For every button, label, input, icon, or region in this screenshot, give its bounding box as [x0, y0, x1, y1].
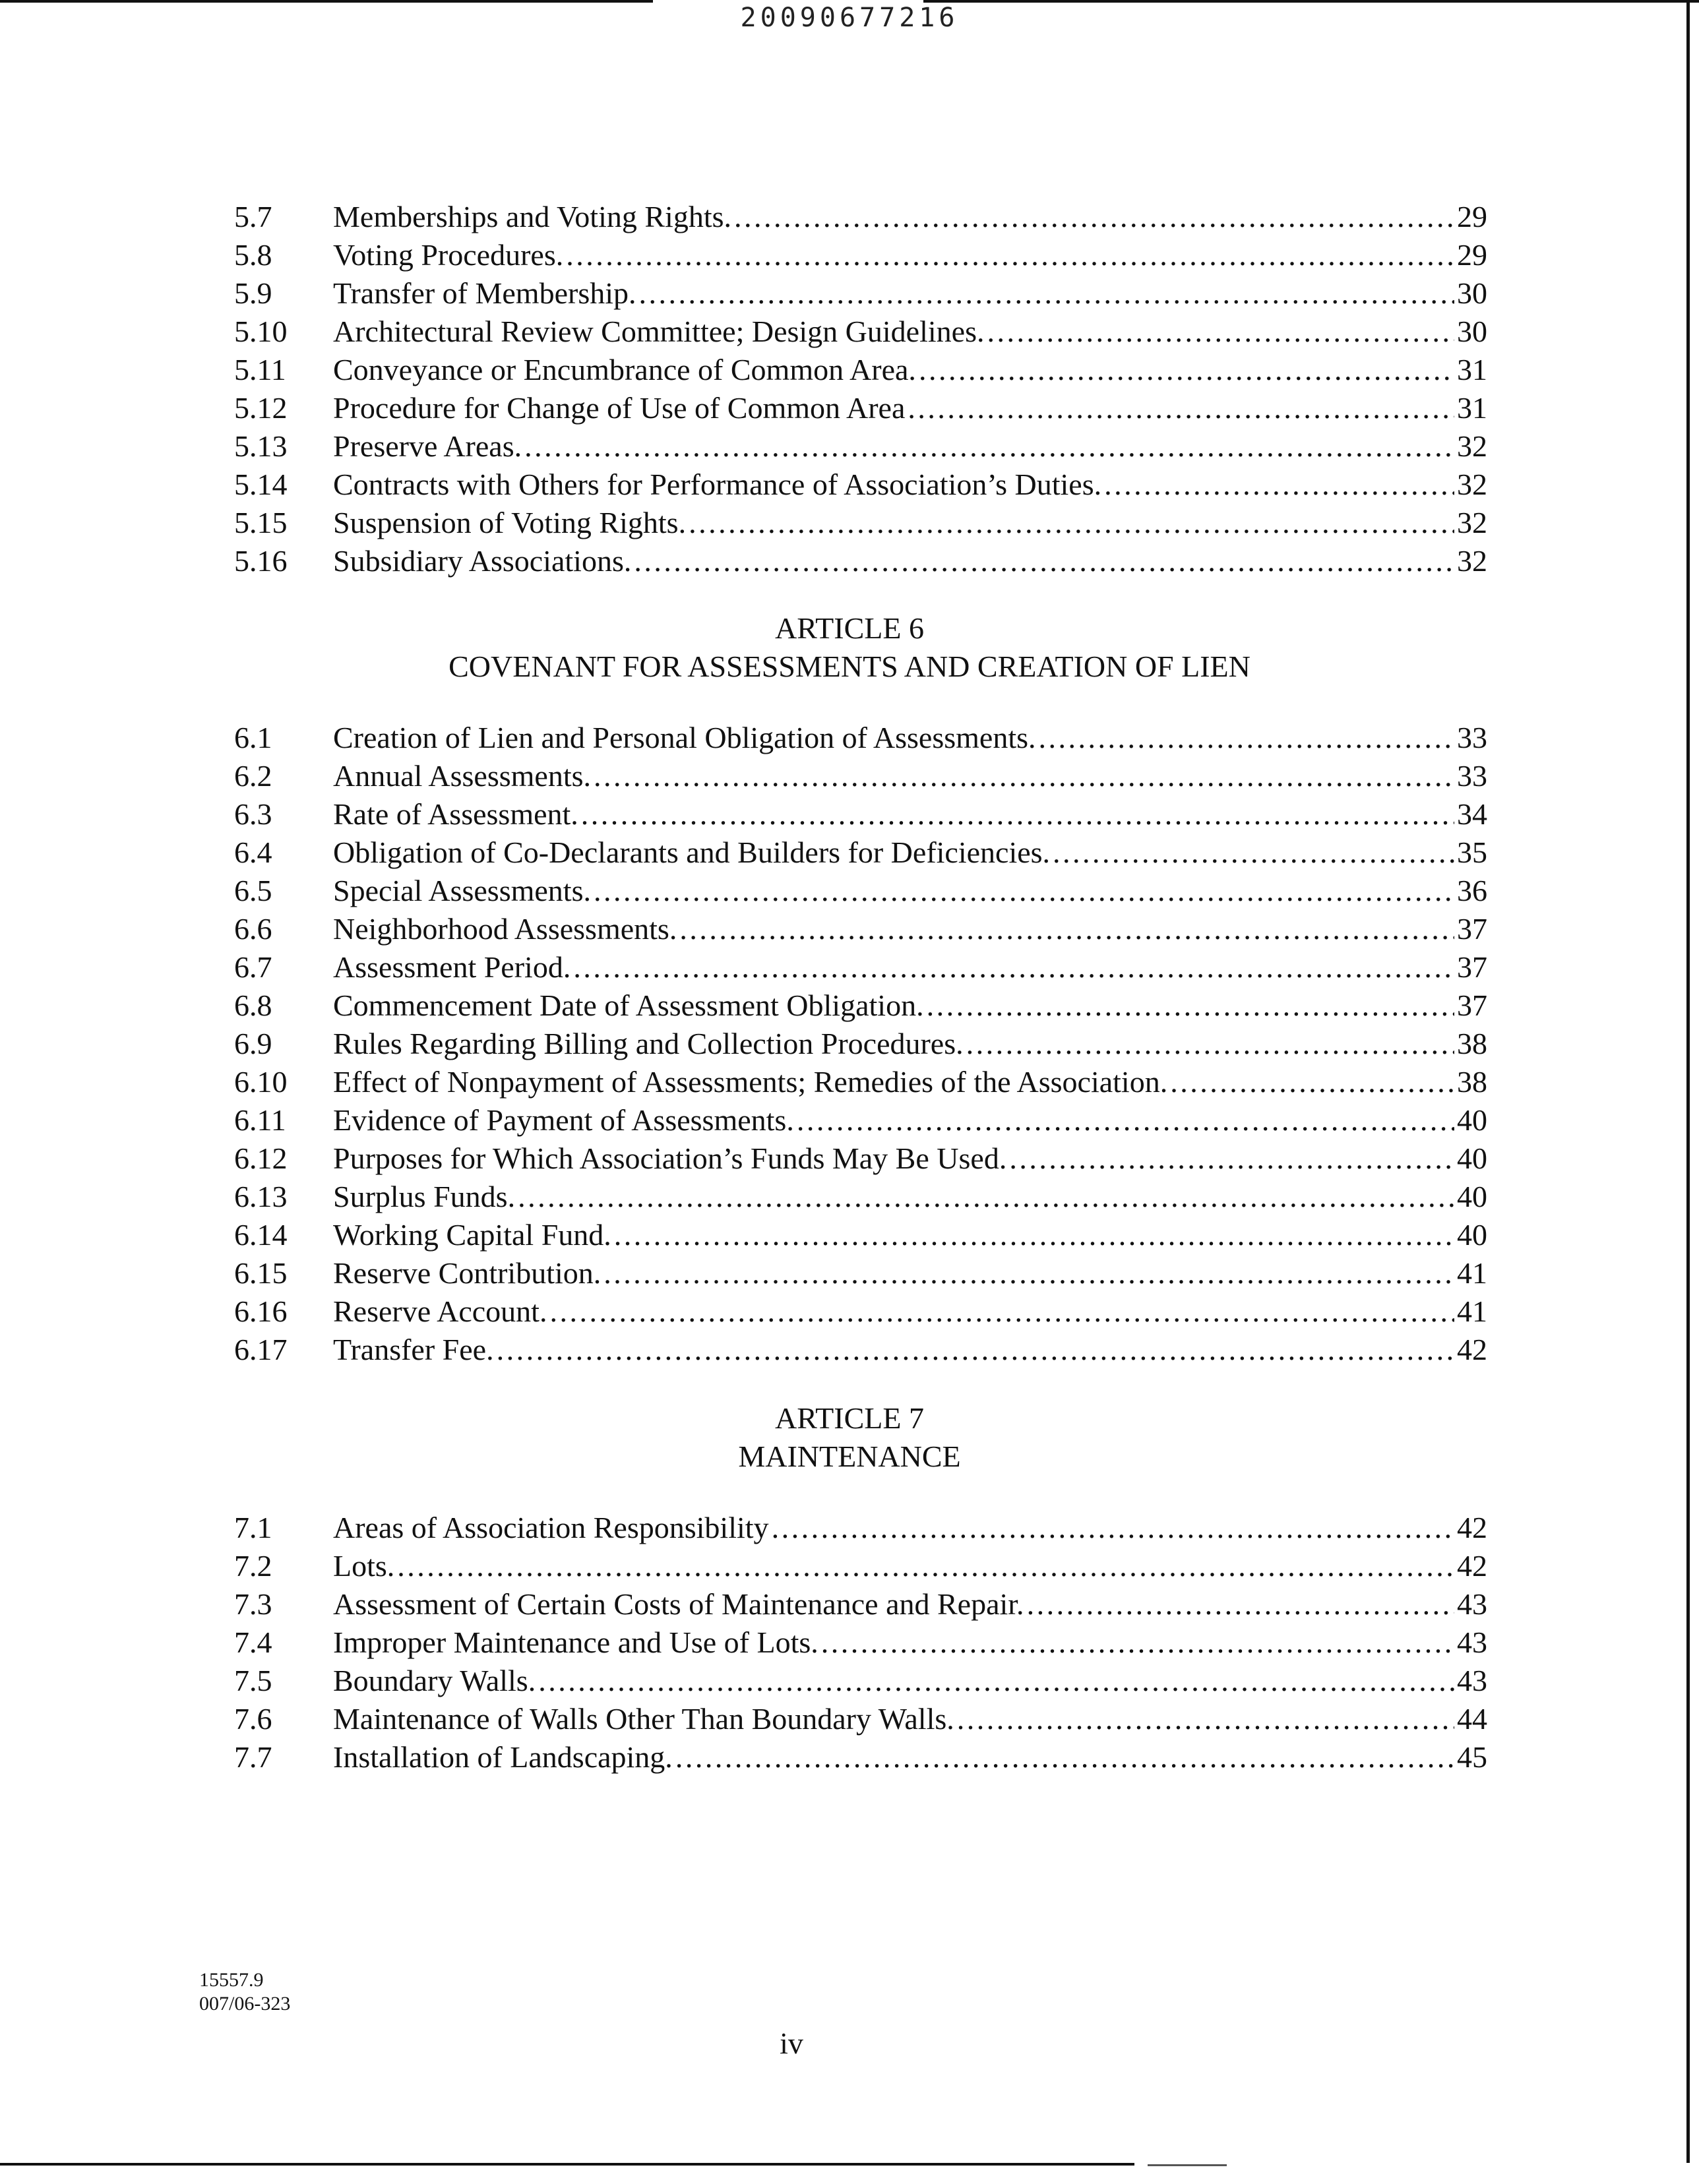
scan-border-bottom-right — [1148, 2164, 1227, 2166]
toc-entry-title: Assessment of Certain Costs of Maintenance and Repair. — [333, 1587, 1024, 1621]
toc-entry-number: 6.15 — [234, 1256, 288, 1290]
toc-entry — [234, 910, 1487, 948]
toc-dot-leader — [797, 1101, 1454, 1139]
toc-entry-number: 6.6 — [234, 912, 272, 946]
toc-entry-number: 6.13 — [234, 1180, 288, 1213]
toc-entry — [234, 1216, 1487, 1254]
toc-entry-number: 6.8 — [234, 988, 272, 1022]
toc-entry-page: 43 — [1457, 1625, 1487, 1659]
toc-dot-leader — [1039, 719, 1454, 757]
toc-entry — [234, 389, 1487, 427]
toc-article-6 — [234, 719, 1487, 1369]
toc-entry-title: Architectural Review Committee; Design Guidelines. — [333, 315, 985, 348]
toc-entry-number: 5.15 — [234, 506, 288, 539]
toc-entry-number: 6.1 — [234, 721, 272, 754]
toc-entry-page: 38 — [1457, 1027, 1487, 1060]
toc-entry-title: Obligation of Co-Declarants and Builders for Deficiencies. — [333, 835, 1051, 869]
toc-entry-number: 5.12 — [234, 391, 288, 425]
toc-entry-number: 7.6 — [234, 1702, 272, 1736]
toc-entry-title: Reserve Contribution. — [333, 1256, 602, 1290]
toc-entry-page: 42 — [1457, 1549, 1487, 1583]
toc-entry-title: Rules Regarding Billing and Collection Procedures. — [333, 1027, 964, 1060]
toc-entry-title: Procedure for Change of Use of Common Area — [333, 391, 906, 425]
toc-entry — [234, 1178, 1487, 1216]
toc-entry — [234, 986, 1487, 1025]
toc-entry — [234, 1254, 1487, 1292]
toc-entry-number: 5.14 — [234, 468, 288, 501]
toc-entry-title: Annual Assessments. — [333, 759, 591, 793]
toc-dot-leader — [675, 1738, 1454, 1776]
toc-dot-leader — [1053, 834, 1454, 872]
toc-entry-title: Working Capital Fund. — [333, 1218, 611, 1252]
toc-dot-leader — [594, 757, 1454, 795]
toc-entry-page: 37 — [1457, 988, 1487, 1022]
toc-entry-title: Rate of Assessment. — [333, 797, 578, 831]
toc-entry-number: 5.11 — [234, 353, 286, 386]
toc-dot-leader — [603, 1254, 1454, 1292]
toc-dot-leader — [614, 1216, 1454, 1254]
toc-entry-number: 7.3 — [234, 1587, 272, 1621]
toc-dot-leader — [524, 427, 1454, 466]
toc-section-5 — [234, 198, 1487, 580]
toc-entry — [234, 427, 1487, 466]
toc-entry-page: 32 — [1457, 429, 1487, 463]
toc-dot-leader — [957, 1700, 1454, 1738]
toc-entry — [234, 1662, 1487, 1700]
toc-article-7 — [234, 1509, 1487, 1776]
toc-entry-page: 45 — [1457, 1740, 1487, 1774]
toc-entry — [234, 1623, 1487, 1662]
toc-entry-page: 44 — [1457, 1702, 1487, 1736]
toc-entry-number: 6.12 — [234, 1141, 288, 1175]
toc-entry — [234, 1331, 1487, 1369]
toc-entry-page: 30 — [1457, 315, 1487, 348]
toc-entry-page: 29 — [1457, 200, 1487, 233]
toc-entry-title: Transfer Fee. — [333, 1333, 494, 1366]
toc-entry-title: Reserve Account. — [333, 1294, 547, 1328]
toc-dot-leader — [987, 313, 1454, 351]
toc-entry-page: 40 — [1457, 1141, 1487, 1175]
toc-dot-leader — [772, 1509, 1454, 1547]
toc-entry-title: Memberships and Voting Rights. — [333, 200, 731, 233]
toc-entry-page: 40 — [1457, 1103, 1487, 1137]
toc-entry-title: Neighborhood Assessments. — [333, 912, 677, 946]
toc-entry — [234, 542, 1487, 580]
toc-entry-number: 6.11 — [234, 1103, 286, 1137]
toc-entry-page: 37 — [1457, 950, 1487, 984]
toc-entry-page: 32 — [1457, 544, 1487, 578]
toc-entry-title: Evidence of Payment of Assessments. — [333, 1103, 794, 1137]
toc-entry — [234, 236, 1487, 274]
toc-entry — [234, 757, 1487, 795]
toc-entry — [234, 1025, 1487, 1063]
toc-entry-title: Improper Maintenance and Use of Lots. — [333, 1625, 819, 1659]
toc-entry-page: 33 — [1457, 721, 1487, 754]
scan-border-right — [1686, 0, 1690, 2163]
toc-dot-leader — [689, 504, 1454, 542]
toc-entry-title: Commencement Date of Assessment Obligation. — [333, 988, 924, 1022]
toc-entry-number: 7.7 — [234, 1740, 272, 1774]
toc-entry-number: 6.5 — [234, 874, 272, 907]
toc-entry-title: Areas of Association Responsibility — [333, 1511, 769, 1544]
toc-entry-page: 29 — [1457, 238, 1487, 272]
toc-entry-title: Special Assessments. — [333, 874, 591, 907]
toc-entry-number: 5.10 — [234, 315, 288, 348]
toc-entry-number: 5.16 — [234, 544, 288, 578]
toc-entry-page: 31 — [1457, 391, 1487, 425]
toc-entry-number: 6.16 — [234, 1294, 288, 1328]
toc-entry-title: Subsidiary Associations. — [333, 544, 632, 578]
toc-entry-number: 6.7 — [234, 950, 272, 984]
article-6-label: ARTICLE 6 — [775, 611, 924, 645]
document-number: 20090677216 — [740, 3, 959, 33]
toc-entry-page: 40 — [1457, 1218, 1487, 1252]
toc-entry-page: 32 — [1457, 468, 1487, 501]
toc-entry-title: Effect of Nonpayment of Assessments; Remedies of the Association. — [333, 1065, 1168, 1099]
toc-dot-leader — [634, 542, 1454, 580]
toc-dot-leader — [919, 351, 1454, 389]
toc-dot-leader — [821, 1623, 1454, 1662]
toc-entry — [234, 1700, 1487, 1738]
toc-entry-number: 7.1 — [234, 1511, 272, 1544]
toc-entry-page: 42 — [1457, 1511, 1487, 1544]
toc-entry-number: 5.8 — [234, 238, 272, 272]
toc-entry — [234, 872, 1487, 910]
toc-entry — [234, 1547, 1487, 1585]
toc-entry — [234, 1509, 1487, 1547]
toc-entry-page: 43 — [1457, 1664, 1487, 1697]
toc-entry-title: Contracts with Others for Performance of Association’s Duties. — [333, 468, 1102, 501]
toc-entry-page: 35 — [1457, 835, 1487, 869]
toc-dot-leader — [594, 872, 1454, 910]
toc-entry — [234, 313, 1487, 351]
toc-entry — [234, 1738, 1487, 1776]
toc-entry-number: 6.17 — [234, 1333, 288, 1366]
toc-dot-leader — [518, 1178, 1454, 1216]
toc-dot-leader — [1009, 1139, 1454, 1178]
toc-entry — [234, 948, 1487, 986]
toc-entry-page: 32 — [1457, 506, 1487, 539]
toc-entry — [234, 1139, 1487, 1178]
toc-dot-leader — [679, 910, 1454, 948]
toc-entry-page: 31 — [1457, 353, 1487, 386]
toc-entry-title: Purposes for Which Association’s Funds May Be Used. — [333, 1141, 1007, 1175]
toc-entry-page: 33 — [1457, 759, 1487, 793]
toc-entry — [234, 834, 1487, 872]
toc-entry-page: 42 — [1457, 1333, 1487, 1366]
toc-entry-title: Suspension of Voting Rights. — [333, 506, 687, 539]
toc-entry-page: 38 — [1457, 1065, 1487, 1099]
footer-code-line-2: 007/06-323 — [199, 1993, 291, 2015]
toc-entry-title: Surplus Funds. — [333, 1180, 516, 1213]
toc-dot-leader — [581, 795, 1454, 834]
toc-entry-title: Preserve Areas. — [333, 429, 522, 463]
toc-dot-leader — [639, 274, 1454, 313]
article-6-heading: COVENANT FOR ASSESSMENTS AND CREATION OF LIEN — [448, 650, 1251, 683]
toc-entry — [234, 198, 1487, 236]
toc-entry-number: 7.2 — [234, 1549, 272, 1583]
footer-code-line-1: 15557.9 — [199, 1969, 264, 1991]
toc-dot-leader — [966, 1025, 1454, 1063]
toc-entry-number: 5.13 — [234, 429, 288, 463]
toc-entry-title: Voting Procedures. — [333, 238, 564, 272]
toc-entry — [234, 1292, 1487, 1331]
toc-entry-title: Installation of Landscaping. — [333, 1740, 673, 1774]
toc-entry-page: 30 — [1457, 276, 1487, 310]
toc-entry-number: 5.9 — [234, 276, 272, 310]
toc-entry-page: 34 — [1457, 797, 1487, 831]
toc-entry — [234, 274, 1487, 313]
toc-dot-leader — [538, 1662, 1454, 1700]
toc-dot-leader — [573, 948, 1454, 986]
toc-entry-number: 5.7 — [234, 200, 272, 233]
toc-dot-leader — [566, 236, 1454, 274]
toc-dot-leader — [908, 389, 1454, 427]
article-7-heading: MAINTENANCE — [738, 1440, 961, 1473]
toc-entry — [234, 719, 1487, 757]
toc-entry-number: 6.9 — [234, 1027, 272, 1060]
page-number: iv — [780, 2026, 803, 2060]
toc-entry-page: 40 — [1457, 1180, 1487, 1213]
toc-entry-title: Boundary Walls. — [333, 1664, 536, 1697]
toc-entry — [234, 466, 1487, 504]
toc-dot-leader — [734, 198, 1454, 236]
toc-entry — [234, 1063, 1487, 1101]
toc-dot-leader — [927, 986, 1454, 1025]
toc-entry-page: 43 — [1457, 1587, 1487, 1621]
toc-dot-leader — [1170, 1063, 1454, 1101]
toc-entry-number: 6.2 — [234, 759, 272, 793]
toc-dot-leader — [1104, 466, 1454, 504]
toc-dot-leader — [549, 1292, 1454, 1331]
toc-entry-number: 6.3 — [234, 797, 272, 831]
toc-entry-number: 7.4 — [234, 1625, 272, 1659]
toc-entry-title: Transfer of Membership. — [333, 276, 636, 310]
toc-entry-title: Creation of Lien and Personal Obligation of Assessments. — [333, 721, 1036, 754]
toc-entry — [234, 1101, 1487, 1139]
toc-dot-leader — [1027, 1585, 1454, 1623]
toc-entry-page: 41 — [1457, 1256, 1487, 1290]
toc-entry-page: 37 — [1457, 912, 1487, 946]
article-7-label: ARTICLE 7 — [775, 1401, 924, 1435]
toc-entry-number: 6.4 — [234, 835, 272, 869]
toc-entry-number: 6.14 — [234, 1218, 288, 1252]
toc-entry-number: 7.5 — [234, 1664, 272, 1697]
toc-entry — [234, 1585, 1487, 1623]
toc-entry — [234, 351, 1487, 389]
toc-dot-leader — [497, 1331, 1454, 1369]
toc-entry-title: Lots. — [333, 1549, 395, 1583]
toc-entry-title: Maintenance of Walls Other Than Boundary Walls. — [333, 1702, 954, 1736]
toc-entry-title: Conveyance or Encumbrance of Common Area. — [333, 353, 916, 386]
toc-entry-title: Assessment Period. — [333, 950, 571, 984]
toc-entry-page: 36 — [1457, 874, 1487, 907]
toc-dot-leader — [397, 1547, 1454, 1585]
toc-entry-page: 41 — [1457, 1294, 1487, 1328]
scan-border-bottom — [0, 2163, 1134, 2166]
toc-entry — [234, 504, 1487, 542]
toc-entry — [234, 795, 1487, 834]
toc-entry-number: 6.10 — [234, 1065, 288, 1099]
